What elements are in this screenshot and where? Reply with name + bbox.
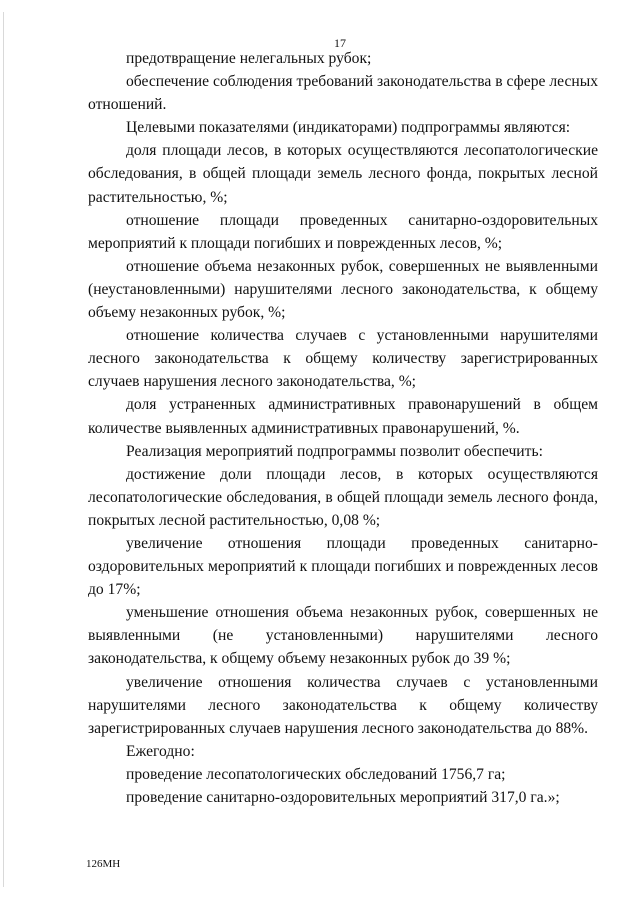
paragraph: увеличение отношения площади проведенных санитарно-оздоровительных мероприятий к площади погибших и поврежденных лесов до 17%;	[88, 534, 598, 599]
paragraph: отношение площади проведенных санитарно-оздоровительных мероприятий к площади погибших и поврежденных лесов, %;	[88, 211, 598, 252]
paragraph: Реализация мероприятий подпрограммы позволит обеспечить:	[126, 442, 543, 460]
page-number: 17	[334, 36, 346, 50]
paragraph: доля устраненных административных правонарушений в общем количестве выявленных административных правонарушений, %.	[88, 396, 598, 437]
paragraph: проведение санитарно-оздоровительных мероприятий 317,0 га.»;	[126, 789, 560, 806]
paragraph: Ежегодно:	[126, 742, 195, 760]
paragraph: уменьшение отношения объема незаконных рубок, совершенных не выявленными (не установленными) нарушителями лесного законодательства, к общему объему незаконных рубок до 39 %;	[88, 604, 598, 668]
paragraph: проведение лесопатологических обследований 1756,7 га;	[126, 765, 506, 783]
paragraph: доля площади лесов, в которых осуществляются лесопатологические обследования, в общей площади земель лесного фонда, покрытых лесной растительностью, %;	[88, 142, 598, 206]
paragraph: обеспечение соблюдения требований законодательства в сфере лесных отношений.	[88, 73, 598, 114]
paragraph: Целевыми показателями (индикаторами) подпрограммы являются:	[126, 119, 571, 137]
footer-document-code: 126МН	[86, 858, 121, 870]
paragraph: достижение доли площади лесов, в которых осуществляются лесопатологические обследования, в общей площади земель лесного фонда, покрытых лесной растительностью, 0,08 %;	[88, 465, 598, 529]
paragraph: увеличение отношения количества случаев с установленными нарушителями лесного законодательства к общему количеству зарегистрированных случаев нарушения лесного законодательства до 88%.	[88, 673, 598, 737]
scan-edge-line	[3, 12, 4, 887]
paragraph: отношение объема незаконных рубок, совершенных не выявленными (неустановленными) нарушителями лесного законодательства, к общему объему незаконных рубок, %;	[88, 257, 598, 322]
paragraph: предотвращение нелегальных рубок;	[126, 50, 372, 67]
document-body	[88, 47, 598, 809]
paragraph: отношение количества случаев с установленными нарушителями лесного законодательства к общему количеству зарегистрированных случаев нарушения лесного законодательства, %;	[88, 327, 598, 391]
